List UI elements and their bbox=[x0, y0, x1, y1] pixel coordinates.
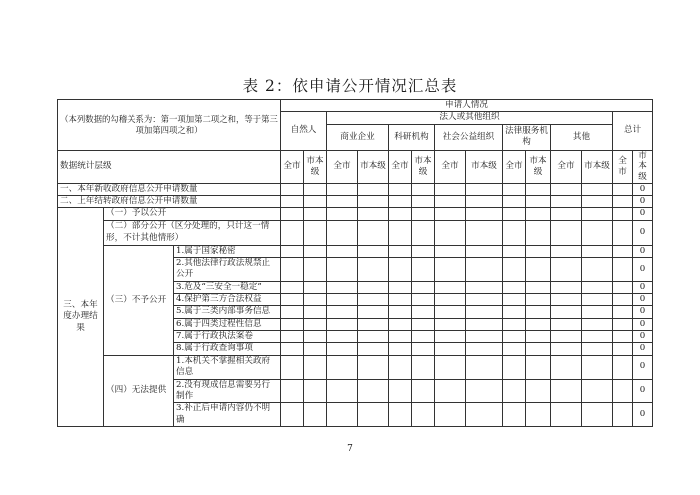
total-value: 0 bbox=[633, 281, 653, 293]
total-header: 总计 bbox=[613, 112, 653, 150]
row-label: 二、上年结转政府信息公开申请数量 bbox=[58, 196, 281, 208]
total-value: 0 bbox=[633, 183, 653, 195]
page-number: 7 bbox=[347, 444, 353, 454]
city-all-header: 全市 bbox=[613, 150, 633, 183]
table-row bbox=[58, 196, 653, 208]
total-value: 0 bbox=[633, 258, 653, 282]
table-row bbox=[58, 245, 653, 257]
org-header: 其他 bbox=[551, 124, 613, 150]
city-level-header: 市本级 bbox=[633, 150, 653, 183]
city-level-header: 市本级 bbox=[304, 150, 327, 183]
city-level-header: 市本级 bbox=[358, 150, 389, 183]
stat-level-label: 数据统计层级 bbox=[58, 150, 281, 183]
note-cell: （本列数据的勾稽关系为：第一项加第二项之和，等于第三项加第四项之和） bbox=[58, 100, 281, 151]
city-all-header: 全市 bbox=[281, 150, 304, 183]
group3-label: （三）不予公开 bbox=[104, 245, 174, 355]
row-label: （二）部分公开（区分处理的，只计这一情形，不计其他情形） bbox=[104, 220, 281, 245]
total-value: 0 bbox=[633, 318, 653, 330]
city-level-header: 市本级 bbox=[526, 150, 551, 183]
row-label: 7.属于行政执法案卷 bbox=[174, 331, 281, 343]
group4-label: （四）无法提供 bbox=[104, 355, 174, 426]
total-value: 0 bbox=[633, 379, 653, 403]
row-label: 2.没有现成信息需要另行制作 bbox=[174, 379, 281, 403]
legal-group-header: 法人或其他组织 bbox=[327, 112, 613, 124]
total-value: 0 bbox=[633, 245, 653, 257]
city-level-header: 市本级 bbox=[582, 150, 613, 183]
city-all-header: 全市 bbox=[327, 150, 358, 183]
total-value: 0 bbox=[633, 331, 653, 343]
table-row bbox=[58, 183, 653, 195]
total-value: 0 bbox=[633, 220, 653, 245]
row-label: 一、本年新收政府信息公开申请数量 bbox=[58, 183, 281, 195]
table-title: 表 2：依申请公开情况汇总表 bbox=[242, 77, 458, 95]
total-value: 0 bbox=[633, 403, 653, 427]
table-row bbox=[58, 208, 653, 220]
row-label: 5.属于三类内部事务信息 bbox=[174, 306, 281, 318]
city-level-header: 市本级 bbox=[412, 150, 435, 183]
row-label: （一）予以公开 bbox=[104, 208, 281, 220]
row-label: 3.危及“三安全一稳定” bbox=[174, 281, 281, 293]
section3-label: 三、本年度办理结果 bbox=[58, 208, 104, 427]
row-label: 1.属于国家秘密 bbox=[174, 245, 281, 257]
total-value: 0 bbox=[633, 306, 653, 318]
total-value: 0 bbox=[633, 294, 653, 306]
row-label: 6.属于四类过程性信息 bbox=[174, 318, 281, 330]
applicant-situation-header: 申请人情况 bbox=[281, 100, 653, 112]
natural-person-header: 自然人 bbox=[281, 112, 327, 150]
total-value: 0 bbox=[633, 208, 653, 220]
city-level-header: 市本级 bbox=[466, 150, 503, 183]
city-all-header: 全市 bbox=[435, 150, 466, 183]
city-all-header: 全市 bbox=[503, 150, 526, 183]
row-label: 2.其他法律行政法规禁止公开 bbox=[174, 258, 281, 282]
total-value: 0 bbox=[633, 196, 653, 208]
table-row bbox=[58, 355, 653, 379]
summary-table bbox=[57, 99, 653, 427]
row-label: 4.保护第三方合法权益 bbox=[174, 294, 281, 306]
org-header: 法律服务机构 bbox=[503, 124, 551, 150]
table-row bbox=[58, 220, 653, 245]
row-label: 8.属于行政查询事项 bbox=[174, 343, 281, 355]
city-all-header: 全市 bbox=[551, 150, 582, 183]
total-value: 0 bbox=[633, 343, 653, 355]
org-header: 科研机构 bbox=[389, 124, 435, 150]
city-all-header: 全市 bbox=[389, 150, 412, 183]
org-header: 社会公益组织 bbox=[435, 124, 503, 150]
org-header: 商业企业 bbox=[327, 124, 389, 150]
row-label: 1.本机关不掌握相关政府信息 bbox=[174, 355, 281, 379]
total-value: 0 bbox=[633, 355, 653, 379]
row-label: 3.补正后申请内容仍不明确 bbox=[174, 403, 281, 427]
